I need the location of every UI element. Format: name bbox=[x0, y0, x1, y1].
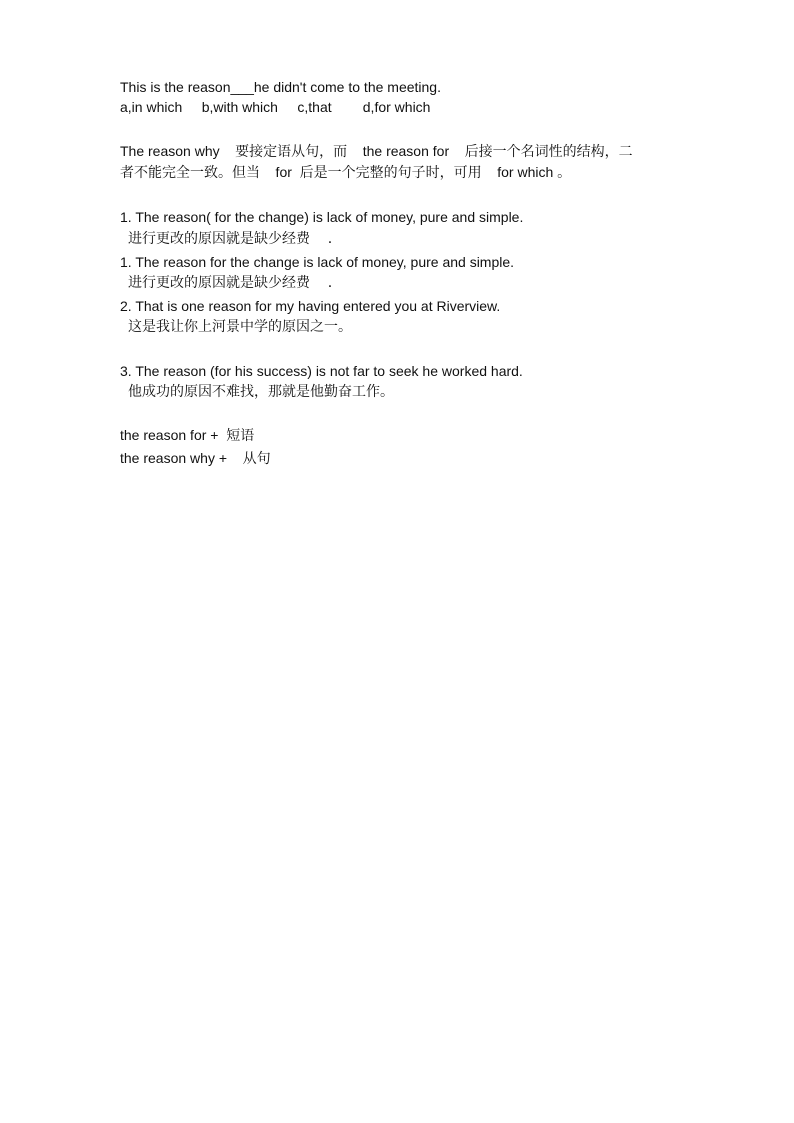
explanation-line-1: The reason why 要接定语从句，而 the reason for 后接一个名词性的结构，二 bbox=[120, 143, 633, 159]
example-1-chinese: 进行更改的原因就是缺少经费 . bbox=[128, 231, 333, 247]
summary-line-2: the reason why + 从句 bbox=[120, 450, 271, 466]
question-options: a,in which b,with which c,that d,for which bbox=[120, 99, 431, 115]
question-stem: This is the reason___he didn't come to the meeting. bbox=[120, 79, 441, 95]
example-3-chinese: 这是我让你上河景中学的原因之一。 bbox=[128, 319, 352, 335]
example-4-chinese: 他成功的原因不难找，那就是他勤奋工作。 bbox=[128, 384, 394, 400]
example-2-chinese: 进行更改的原因就是缺少经费 . bbox=[128, 275, 333, 291]
summary-line-1: the reason for + 短语 bbox=[120, 427, 255, 443]
explanation-line-2: 者不能完全一致。但当 for 后是一个完整的句子时，可用 for which 。 bbox=[120, 164, 572, 180]
example-3-english: 2. That is one reason for my having entered you at Riverview. bbox=[120, 298, 501, 314]
example-2-english: 1. The reason for the change is lack of money, pure and simple. bbox=[120, 254, 515, 270]
example-4-english: 3. The reason (for his success) is not far to seek he worked hard. bbox=[120, 363, 523, 379]
example-1-english: 1. The reason( for the change) is lack of money, pure and simple. bbox=[120, 209, 524, 225]
